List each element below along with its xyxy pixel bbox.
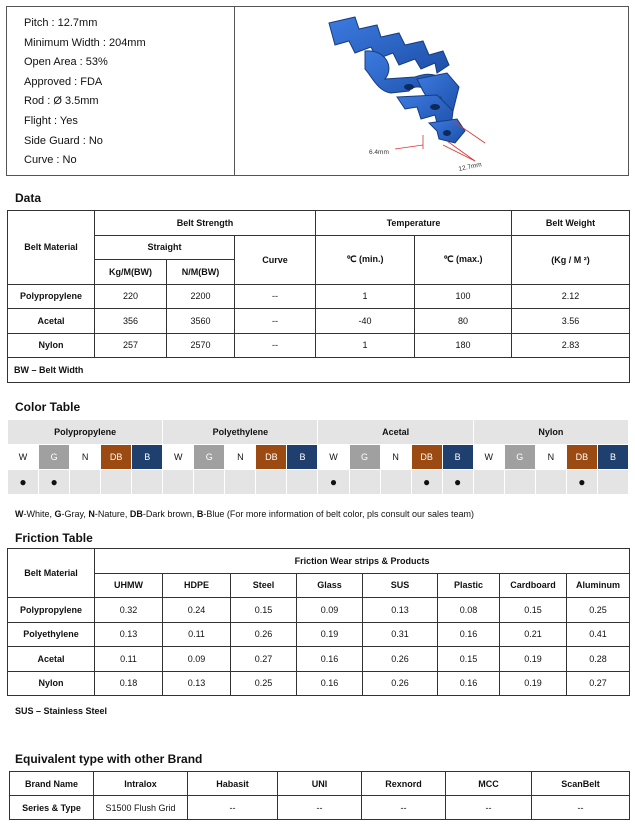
legend-text: -Gray, xyxy=(61,509,89,519)
spec-pitch: Pitch : 12.7mm xyxy=(24,17,98,29)
color-empty-cell xyxy=(101,470,132,495)
friction-value-cell: 0.41 xyxy=(567,622,630,647)
brand-name-label: Brand Name xyxy=(10,772,94,796)
color-code-cell: B xyxy=(132,445,163,470)
dim-small-label: 6.4mm xyxy=(369,149,389,156)
kg-cell: 220 xyxy=(95,284,167,309)
table-row xyxy=(8,333,630,358)
color-empty-cell xyxy=(597,470,628,495)
color-empty-cell xyxy=(473,470,504,495)
brand-name-cell: Habasit xyxy=(188,772,278,796)
nm-cell: 3560 xyxy=(167,309,235,334)
series-type-cell: -- xyxy=(278,796,362,820)
friction-value-cell: 0.28 xyxy=(567,647,630,672)
friction-value-cell: 0.08 xyxy=(438,598,500,623)
brand-name-cell: UNI xyxy=(278,772,362,796)
color-available-dot: ● xyxy=(8,470,39,495)
friction-value-cell: 0.19 xyxy=(297,622,363,647)
material-cell: Nylon xyxy=(8,333,95,358)
color-empty-cell xyxy=(535,470,566,495)
legend-text: -White, xyxy=(23,509,55,519)
friction-value-cell: 0.16 xyxy=(438,622,500,647)
friction-value-cell: 0.25 xyxy=(567,598,630,623)
table-row xyxy=(8,647,630,672)
legend-code: DB xyxy=(129,509,143,519)
friction-column-header: SUS xyxy=(363,573,438,598)
series-type-cell: -- xyxy=(362,796,446,820)
straight-header: Straight xyxy=(95,235,235,260)
color-code-cell: N xyxy=(225,445,256,470)
friction-column-header: Aluminum xyxy=(567,573,630,598)
friction-value-cell: 0.13 xyxy=(95,622,163,647)
material-cell: Nylon xyxy=(8,671,95,696)
tmin-header: ℃ (min.) xyxy=(316,235,415,284)
color-empty-cell xyxy=(163,470,194,495)
legend-code: W xyxy=(15,509,24,519)
weight-unit-header: (Kg / M ²) xyxy=(512,235,630,284)
kg-header: Kg/M(BW) xyxy=(95,260,167,285)
legend-code: N xyxy=(88,509,95,519)
color-code-cell: G xyxy=(194,445,225,470)
friction-table-title: Friction Table xyxy=(15,531,93,545)
legend-text: -Dark brown, xyxy=(142,509,197,519)
spec-rod: Rod : Ø 3.5mm xyxy=(24,95,99,108)
belt-module-illustration xyxy=(325,15,515,175)
material-cell: Acetal xyxy=(8,309,95,334)
legend-code: B xyxy=(196,509,204,519)
friction-value-cell: 0.13 xyxy=(163,671,231,696)
data-table xyxy=(7,210,630,383)
friction-value-cell: 0.19 xyxy=(500,671,567,696)
spec-approved: Approved : FDA xyxy=(24,75,103,88)
color-empty-cell xyxy=(349,470,380,495)
color-group-header: Acetal xyxy=(318,420,473,445)
table-row xyxy=(8,671,630,696)
color-code-cell: G xyxy=(504,445,535,470)
belt-weight-header: Belt Weight xyxy=(512,211,630,236)
friction-value-cell: 0.26 xyxy=(231,622,297,647)
color-code-cell: DB xyxy=(256,445,287,470)
friction-column-header: HDPE xyxy=(163,573,231,598)
friction-value-cell: 0.16 xyxy=(297,647,363,672)
friction-value-cell: 0.26 xyxy=(363,671,438,696)
color-empty-cell xyxy=(256,470,287,495)
color-available-dot: ● xyxy=(442,470,473,495)
color-empty-cell xyxy=(380,470,411,495)
color-code-cell: B xyxy=(597,445,628,470)
curve-header: Curve xyxy=(235,235,316,284)
tmax-cell: 180 xyxy=(415,333,512,358)
color-table xyxy=(7,419,629,495)
friction-column-header: Cardboard xyxy=(500,573,567,598)
legend-text: -Blue (For more information of belt color, pls consult our sales team) xyxy=(203,509,475,519)
color-code-cell: W xyxy=(163,445,194,470)
brand-name-cell: MCC xyxy=(446,772,532,796)
color-empty-cell xyxy=(132,470,163,495)
series-type-cell: -- xyxy=(532,796,630,820)
spec-side-guard: Side Guard : No xyxy=(24,134,103,147)
friction-value-cell: 0.25 xyxy=(231,671,297,696)
color-table-title: Color Table xyxy=(15,400,81,414)
legend-text: -Nature, xyxy=(94,509,130,519)
friction-value-cell: 0.16 xyxy=(438,671,500,696)
material-cell: Polypropylene xyxy=(8,284,95,309)
color-code-cell: DB xyxy=(411,445,442,470)
color-empty-cell xyxy=(70,470,101,495)
color-code-cell: W xyxy=(318,445,349,470)
table-row xyxy=(8,622,630,647)
curve-cell: -- xyxy=(235,284,316,309)
data-footnote: BW – Belt Width xyxy=(8,358,630,383)
color-group-header: Polypropylene xyxy=(8,420,163,445)
friction-belt-material-header: Belt Material xyxy=(8,549,95,598)
friction-column-header: Glass xyxy=(297,573,363,598)
friction-column-header: UHMW xyxy=(95,573,163,598)
friction-value-cell: 0.27 xyxy=(567,671,630,696)
color-available-dot: ● xyxy=(411,470,442,495)
weight-cell: 2.83 xyxy=(512,333,630,358)
color-empty-cell xyxy=(194,470,225,495)
table-row xyxy=(8,598,630,623)
spec-curve: Curve : No xyxy=(24,154,77,167)
dim-pitch-label: 12.7mm xyxy=(457,161,483,173)
data-title: Data xyxy=(15,191,42,205)
color-code-cell: W xyxy=(8,445,39,470)
friction-value-cell: 0.32 xyxy=(95,598,163,623)
tmin-cell: 1 xyxy=(316,333,415,358)
color-code-cell: N xyxy=(535,445,566,470)
belt-strength-header: Belt Strength xyxy=(95,211,316,236)
material-cell: Polypropylene xyxy=(8,598,95,623)
friction-value-cell: 0.26 xyxy=(363,647,438,672)
friction-value-cell: 0.11 xyxy=(95,647,163,672)
curve-cell: -- xyxy=(235,333,316,358)
color-empty-cell xyxy=(504,470,535,495)
color-code-cell: DB xyxy=(101,445,132,470)
color-available-dot: ● xyxy=(39,470,70,495)
color-available-dot: ● xyxy=(566,470,597,495)
friction-value-cell: 0.15 xyxy=(438,647,500,672)
friction-value-cell: 0.27 xyxy=(231,647,297,672)
spec-min-width: Minimum Width : 204mm xyxy=(24,36,146,49)
friction-value-cell: 0.13 xyxy=(363,598,438,623)
dimension-line xyxy=(395,145,423,149)
tmax-header: ℃ (max.) xyxy=(415,235,512,284)
color-code-cell: B xyxy=(287,445,318,470)
kg-cell: 257 xyxy=(95,333,167,358)
color-code-cell: N xyxy=(70,445,101,470)
tmin-cell: 1 xyxy=(316,284,415,309)
friction-footnote: SUS – Stainless Steel xyxy=(15,706,108,716)
brand-name-cell: ScanBelt xyxy=(532,772,630,796)
color-code-cell: B xyxy=(442,445,473,470)
friction-value-cell: 0.11 xyxy=(163,622,231,647)
color-legend xyxy=(15,509,474,519)
friction-table xyxy=(7,548,630,696)
friction-value-cell: 0.09 xyxy=(163,647,231,672)
weight-cell: 3.56 xyxy=(512,309,630,334)
series-type-cell: -- xyxy=(446,796,532,820)
friction-value-cell: 0.31 xyxy=(363,622,438,647)
color-code-cell: DB xyxy=(566,445,597,470)
color-code-cell: G xyxy=(39,445,70,470)
color-empty-cell xyxy=(225,470,256,495)
spec-flight: Flight : Yes xyxy=(24,114,78,127)
series-type-cell: S1500 Flush Grid xyxy=(94,796,188,820)
series-type-label: Series & Type xyxy=(10,796,94,820)
friction-value-cell: 0.15 xyxy=(500,598,567,623)
nm-cell: 2200 xyxy=(167,284,235,309)
friction-value-cell: 0.18 xyxy=(95,671,163,696)
belt-material-header: Belt Material xyxy=(8,211,95,285)
spec-list xyxy=(7,7,235,175)
material-cell: Acetal xyxy=(8,647,95,672)
table-row xyxy=(8,284,630,309)
color-code-cell: G xyxy=(349,445,380,470)
table-row xyxy=(8,309,630,334)
color-available-dot: ● xyxy=(318,470,349,495)
friction-value-cell: 0.16 xyxy=(297,671,363,696)
friction-value-cell: 0.19 xyxy=(500,647,567,672)
friction-value-cell: 0.09 xyxy=(297,598,363,623)
tmin-cell: -40 xyxy=(316,309,415,334)
brand-name-cell: Intralox xyxy=(94,772,188,796)
nm-header: N/M(BW) xyxy=(167,260,235,285)
friction-column-header: Plastic xyxy=(438,573,500,598)
weight-cell: 2.12 xyxy=(512,284,630,309)
tmax-cell: 80 xyxy=(415,309,512,334)
color-group-header: Nylon xyxy=(473,420,628,445)
spec-box xyxy=(6,6,629,176)
color-empty-cell xyxy=(287,470,318,495)
tmax-cell: 100 xyxy=(415,284,512,309)
friction-column-header: Steel xyxy=(231,573,297,598)
legend-code: G xyxy=(54,509,62,519)
material-cell: Polyethylene xyxy=(8,622,95,647)
friction-value-cell: 0.21 xyxy=(500,622,567,647)
friction-value-cell: 0.15 xyxy=(231,598,297,623)
nm-cell: 2570 xyxy=(167,333,235,358)
series-type-cell: -- xyxy=(188,796,278,820)
color-code-cell: N xyxy=(380,445,411,470)
brand-name-cell: Rexnord xyxy=(362,772,446,796)
brand-table xyxy=(9,771,630,820)
color-code-cell: W xyxy=(473,445,504,470)
color-group-header: Polyethylene xyxy=(163,420,318,445)
curve-cell: -- xyxy=(235,309,316,334)
temperature-header: Temperature xyxy=(316,211,512,236)
friction-header: Friction Wear strips & Products xyxy=(95,549,630,574)
spec-open-area: Open Area : 53% xyxy=(24,56,108,69)
friction-value-cell: 0.24 xyxy=(163,598,231,623)
kg-cell: 356 xyxy=(95,309,167,334)
brand-table-title: Equivalent type with other Brand xyxy=(15,752,203,766)
